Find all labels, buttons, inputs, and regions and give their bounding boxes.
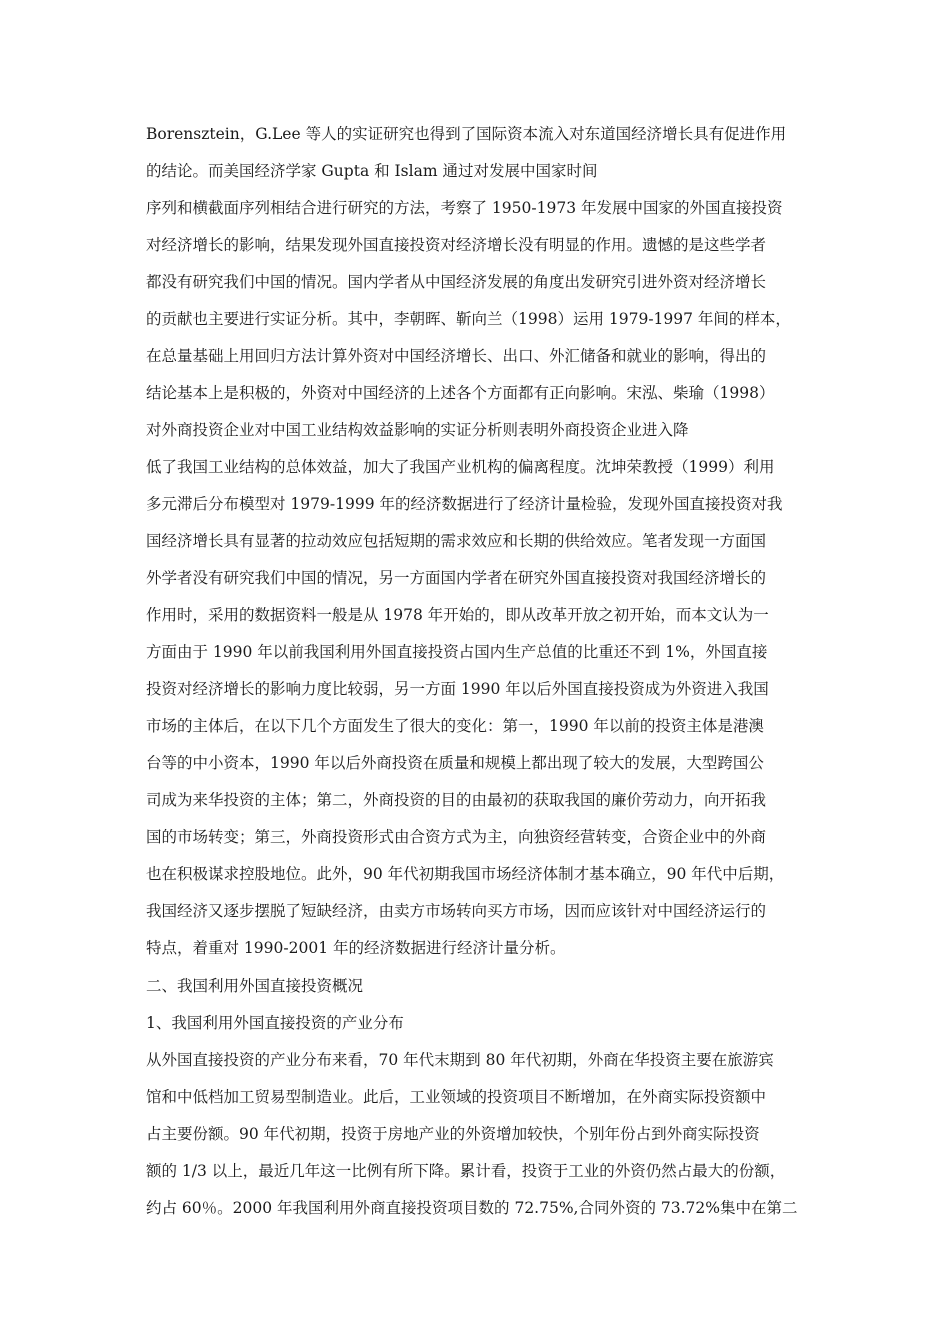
- text-line: 占主要份额。90 年代初期，投资于房地产业的外资增加较快，个别年份占到外商实际投资: [146, 1125, 760, 1143]
- text-line: 外学者没有研究我们中国的情况，另一方面国内学者在研究外国直接投资对我国经济增长的: [146, 569, 767, 587]
- section-heading: 二、我国利用外国直接投资概况: [146, 977, 364, 995]
- text-line: 司成为来华投资的主体；第二，外商投资的目的由最初的获取我国的廉价劳动力，向开拓我: [146, 791, 767, 809]
- text-line: 序列和横截面序列相结合进行研究的方法，考察了 1950-1973 年发展中国家的外国直接投资: [146, 199, 783, 217]
- text-line: 馆和中低档加工贸易型制造业。此后，工业领域的投资项目不断增加，在外商实际投资额中: [146, 1088, 767, 1106]
- text-line: 国的市场转变；第三，外商投资形式由合资方式为主，向独资经营转变，合资企业中的外商: [146, 828, 767, 846]
- text-line: 从外国直接投资的产业分布来看，70 年代末期到 80 年代初期，外商在华投资主要在旅游宾: [146, 1051, 774, 1069]
- text-line: 在总量基础上用回归方法计算外资对中国经济增长、出口、外汇储备和就业的影响，得出的: [146, 347, 767, 365]
- text-line: 台等的中小资本，1990 年以后外商投资在质量和规模上都出现了较大的发展，大型跨国公: [146, 754, 764, 772]
- text-line: 投资对经济增长的影响力度比较弱，另一方面 1990 年以后外国直接投资成为外资进入我国: [146, 680, 769, 698]
- text-line: 对外商投资企业对中国工业结构效益影响的实证分析则表明外商投资企业进入降: [146, 421, 689, 439]
- text-line: 特点，着重对 1990-2001 年的经济数据进行经济计量分析。: [146, 939, 566, 957]
- text-line: 的贡献也主要进行实证分析。其中，李朝晖、靳向兰（1998）运用 1979-1997 年间的样本，: [146, 310, 791, 328]
- text-line: 的结论。而美国经济学家 Gupta 和 Islam 通过对发展中国家时间: [146, 162, 598, 180]
- text-line: 我国经济又逐步摆脱了短缺经济，由卖方市场转向买方市场，因而应该针对中国经济运行的: [146, 902, 767, 920]
- text-line: 低了我国工业结构的总体效益，加大了我国产业机构的偏离程度。沈坤荣教授（1999）利用: [146, 458, 775, 476]
- text-line: 也在积极谋求控股地位。此外，90 年代初期我国市场经济体制才基本确立，90 年代中后期，: [146, 865, 785, 883]
- text-line: 多元滞后分布模型对 1979-1999 年的经济数据进行了经济计量检验，发现外国直接投资对我: [146, 495, 783, 513]
- text-line: 方面由于 1990 年以前我国利用外国直接投资占国内生产总值的比重还不到 1%，外国直接: [146, 643, 768, 661]
- text-line: 市场的主体后，在以下几个方面发生了很大的变化：第一，1990 年以前的投资主体是港澳: [146, 717, 764, 735]
- text-line: 对经济增长的影响，结果发现外国直接投资对经济增长没有明显的作用。遗憾的是这些学者: [146, 236, 767, 254]
- text-line: 约占 60％。2000 年我国利用外商直接投资项目数的 72.75%,合同外资的 73.72%集中在第二: [146, 1199, 798, 1217]
- text-line: 作用时，采用的数据资料一般是从 1978 年开始的，即从改革开放之初开始，而本文认为一: [146, 606, 769, 624]
- text-line: 国经济增长具有显著的拉动效应包括短期的需求效应和长期的供给效应。笔者发现一方面国: [146, 532, 767, 550]
- text-line: Borensztein，G.Lee 等人的实证研究也得到了国际资本流入对东道国经济增长具有促进作用: [146, 125, 787, 143]
- text-line: 额的 1/3 以上，最近几年这一比例有所下降。累计看，投资于工业的外资仍然占最大的份额，: [146, 1162, 786, 1180]
- text-line: 都没有研究我们中国的情况。国内学者从中国经济发展的角度出发研究引进外资对经济增长: [146, 273, 767, 291]
- text-line: 结论基本上是积极的，外资对中国经济的上述各个方面都有正向影响。宋泓、柴瑜（1998）: [146, 384, 775, 402]
- subsection-heading: 1、我国利用外国直接投资的产业分布: [146, 1014, 404, 1032]
